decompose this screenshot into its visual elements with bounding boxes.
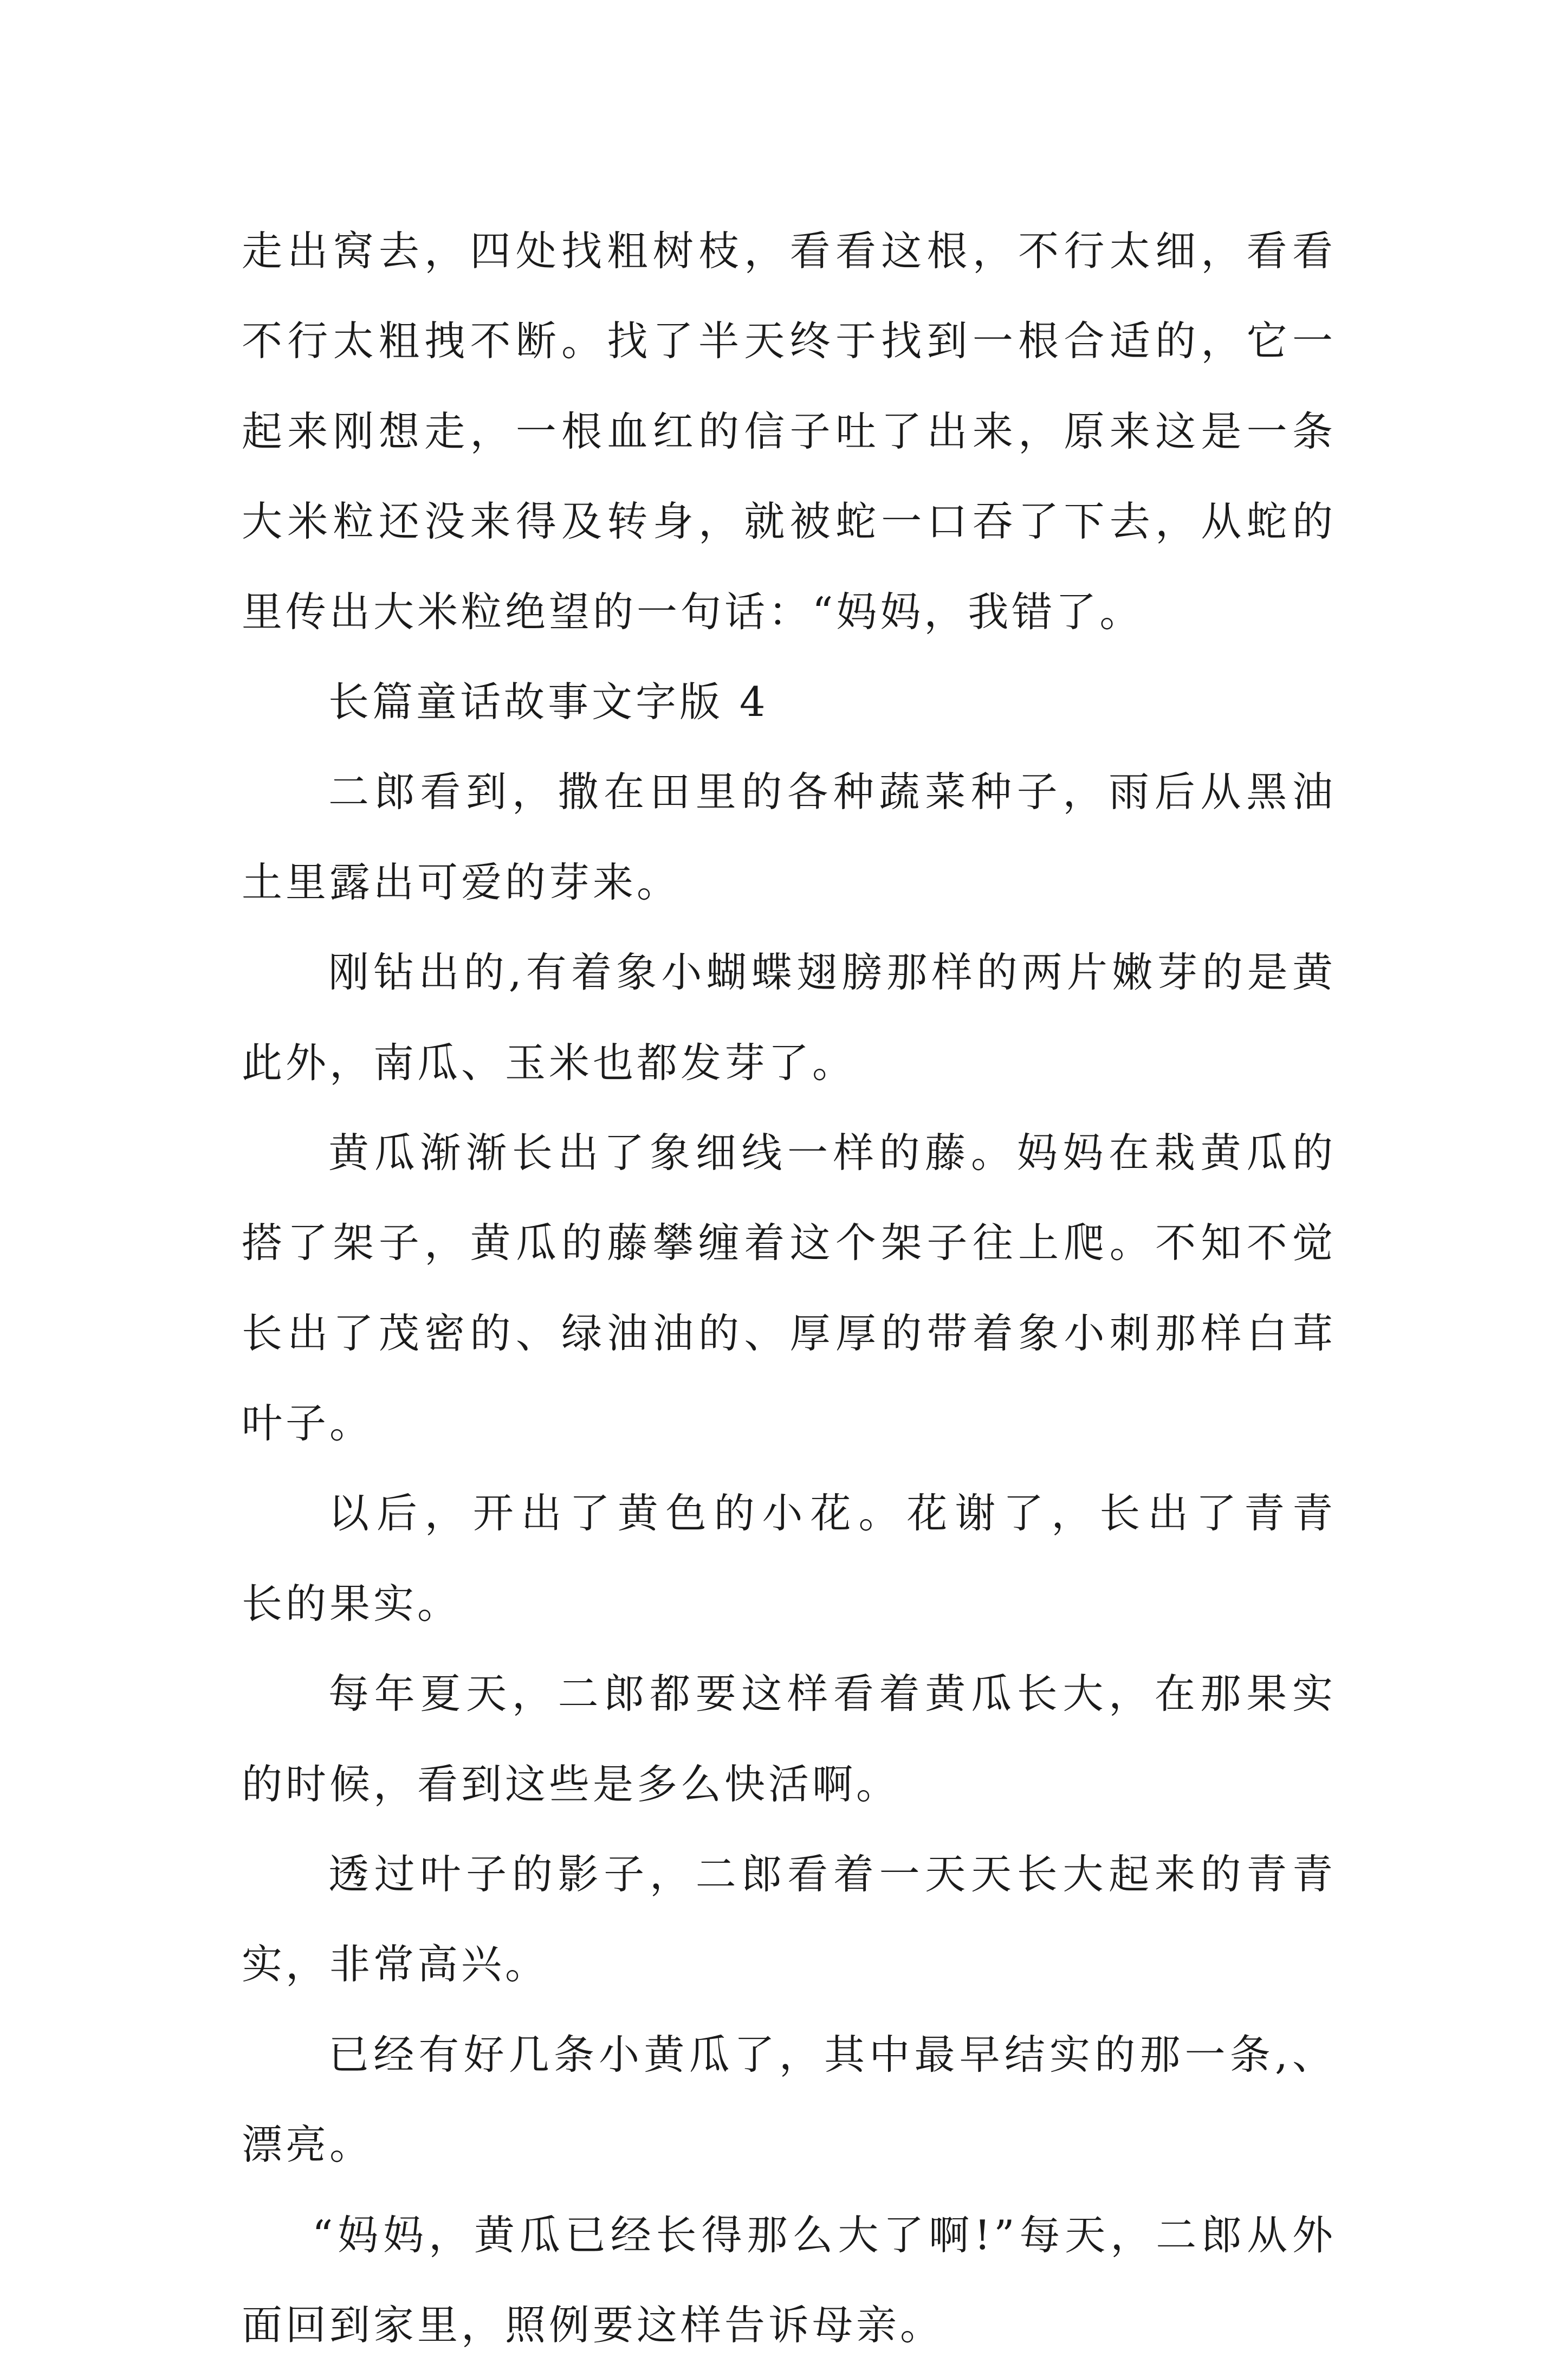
- text-line: 土里露出可爱的芽来。: [242, 858, 681, 906]
- text-line: 二郎看到，撒在田里的各种蔬菜种子，雨后从黑油: [328, 768, 1336, 816]
- text-line: 长的果实。: [242, 1579, 462, 1628]
- text-line: 面回到家里，照例要这样告诉母亲。: [242, 2301, 944, 2349]
- document-body: [242, 206, 1336, 2370]
- text-line: 里传出大米粒绝望的一句话：“妈妈，我错了。: [242, 587, 1144, 636]
- text-line: 搭了架子，黄瓜的藤攀缠着这个架子往上爬。不知不觉: [242, 1219, 1336, 1267]
- text-line: 起来刚想走，一根血红的信子吐了出来，原来这是一条: [242, 407, 1336, 455]
- text-line: 走出窝去，四处找粗树枝，看看这根，不行太细，看看: [242, 227, 1336, 275]
- text-line: 每年夏天，二郎都要这样看着黄瓜长大，在那果实: [328, 1670, 1336, 1718]
- text-line: 的时候，看到这些是多么快活啊。: [242, 1760, 900, 1808]
- section-heading: 长篇童话故事文字版 4: [328, 677, 769, 726]
- text-line: 叶子。: [242, 1399, 374, 1448]
- text-line: 此外，南瓜、玉米也都发芽了。: [242, 1038, 857, 1087]
- text-line: 透过叶子的影子，二郎看着一天天长大起来的青青: [328, 1850, 1336, 1898]
- text-line: 黄瓜渐渐长出了象细线一样的藤。妈妈在栽黄瓜的: [328, 1128, 1336, 1177]
- text-line: 大米粒还没来得及转身，就被蛇一口吞了下去，从蛇的: [242, 498, 1336, 546]
- text-line: 刚钻出的,有着象小蝴蝶翅膀那样的两片嫩芽的是黄: [328, 948, 1336, 997]
- text-line: 不行太粗拽不断。找了半天终于找到一根合适的，它一: [242, 317, 1336, 365]
- text-line: 实，非常高兴。: [242, 1940, 549, 1988]
- text-line: “妈妈，黄瓜已经长得那么大了啊!”每天，二郎从外: [312, 2211, 1336, 2259]
- text-line: 长出了茂密的、绿油油的、厚厚的带着象小刺那样白茸: [242, 1309, 1336, 1357]
- text-line: 已经有好几条小黄瓜了，其中最早结实的那一条,、: [328, 2030, 1336, 2078]
- text-line: 以后，开出了黄色的小花。花谢了，长出了青青: [328, 1489, 1336, 1538]
- text-line: 漂亮。: [242, 2121, 374, 2169]
